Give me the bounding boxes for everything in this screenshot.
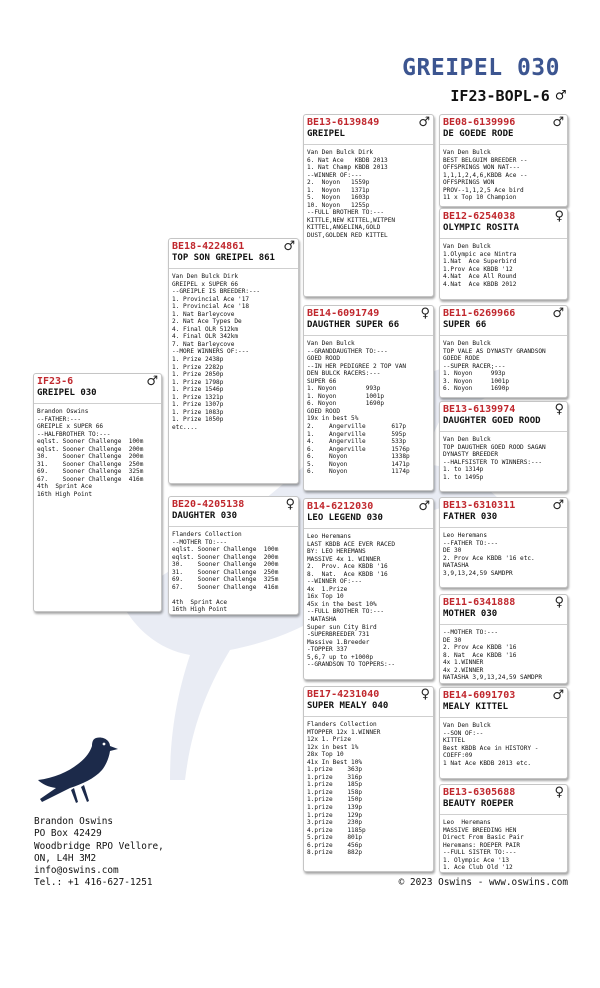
ring-number: IF23-6	[37, 376, 74, 387]
ring-number: BE13-6139974	[443, 404, 516, 415]
g4-card-2	[439, 208, 568, 300]
address-phone: Tel.: +1 416-627-1251	[34, 877, 153, 889]
g4-card-3	[439, 305, 568, 398]
address-city: ON, L4H 3M2	[34, 852, 97, 864]
address-name: Brandon Oswins	[34, 816, 114, 827]
g4-card-6	[439, 594, 568, 684]
sex-icon: ♀	[554, 402, 564, 417]
sex-icon: ♀	[285, 497, 295, 512]
pedigree-notes: Van Den Bulck Dirk 6. Nat Ace KBDB 2013 1. Nat Champ KBDB 2013 --WINNER OF:--- 2. Noyon 1559p 1. Noyon 1371p 5. Noyon 1603p 10. Noyon 1255p --FULL BROTHER TO:--- KITTLE,NEW KITTEL,WITPEN KITTEL,ANGELINA,GOLD DUST,GOLDEN RED KITTEL	[307, 149, 396, 240]
g4-card-7	[439, 687, 568, 779]
divider	[440, 527, 567, 528]
pedigree-notes: Brandon Oswins --FATHER:--- GREIPLE x SUPER 66 --HALFBROTHER TO:--- eqlst. Sooner Challenge 100m eqlst. Sooner Challenge 200m 30. Sooner Challenge 200m 31. Sooner Challenge 250m 69. Sooner Challenge 325m 67. Sooner Challenge 416m 4th Sprint Ace 16th High Point	[37, 408, 144, 499]
sex-icon: ♂	[552, 498, 564, 513]
dam-card	[168, 496, 299, 615]
subject-card	[33, 373, 162, 612]
sire-card	[168, 238, 299, 484]
pedigree-notes: Leo Heremans --FATHER TO:--- DE 30 2. Prov Ace KBDB '16 etc. NATASHA 3,9,13,24,59 SAMDPR	[443, 532, 535, 577]
copyright-text: © 2023 Oswins - www.oswins.com	[398, 877, 568, 888]
ring-number: BE18-4224861	[172, 241, 245, 252]
grandsire-maternal-card	[303, 498, 434, 680]
pigeon-name: GREIPEL	[307, 129, 345, 139]
pedigree-notes: Van Den Bulck TOP VALE AS DYNASTY GRANDSON GOEDE RODE --SUPER RACER;--- 1. Noyon 993p 3. Noyon 1001p 6. Noyon 1690p	[443, 340, 546, 393]
pedigree-notes: Van Den Bulck --GRANDDAUGTHER TO:--- GOED ROOD --IN HER PEDIGREE 2 TOP VAN DEN BULCK RACERS:--- SUPER 66 1. Noyon 993p 1. Noyon 1001p 6. Noyon 1690p GOED ROOD 19x in best 5% 2. Angerville 617p 1. Angerville 595p 4. Angerville 533p 6. Angerville 1576p 6. Noyon 1338p 5. Noyon 1471p 6. Noyon 1174p	[307, 340, 410, 476]
pigeon-name: DAUGHTER GOED ROOD	[443, 416, 541, 426]
pedigree-notes: Van Den Bulck TOP DAUGTHER GOED ROOD SAGAN DYNASTY BREEDER --HALFSISTER TO WINNERS:--- 1. to 1314p 1. to 1495p	[443, 436, 546, 481]
divider	[440, 814, 567, 815]
ring-number: BE20-4205138	[172, 499, 245, 510]
sex-icon: ♀	[554, 209, 564, 224]
ring-number: BE14-6091703	[443, 690, 516, 701]
pedigree-notes: Van Den Bulck --SON OF:-- KITTEL Best KBDB Ace in HISTORY - COEFF:09 1 Nat Ace KBDB 2013 etc.	[443, 722, 539, 767]
pedigree-notes: Van Den Bulck Dirk GREIPEL x SUPER 66 --GREIPLE IS BREEDER:--- 1. Provincial Ace '17 1. Provincial Ace '18 1. Nat Barleycove 2. Nat Ace Types De 4. Final OLR 512km 4. Final OLR 342km 7. Nat Barleycove --MORE WINNERS OF:--- 1. Prize 2438p 1. Prize 2282p 1. Prize 2050p 1. Prize 1798p 1. Prize 1546p 1. Prize 1321p 1. Prize 1307p 1. Prize 1083p 1. Prize 1050p etc....	[172, 273, 261, 431]
divider	[34, 403, 161, 404]
pigeon-name: DE GOEDE RODE	[443, 129, 514, 139]
ring-number: BE13-6139849	[307, 117, 380, 128]
sex-icon: ♂	[552, 688, 564, 703]
divider	[440, 144, 567, 145]
sex-icon: ♂	[146, 374, 158, 389]
male-icon: ♂	[555, 86, 566, 106]
pigeon-name: TOP SON GREIPEL 861	[172, 253, 275, 263]
pigeon-name: SUPER MEALY 040	[307, 701, 389, 711]
divider	[169, 526, 298, 527]
address-street: Woodbridge RPO Vellore,	[34, 840, 164, 852]
pigeon-name: DAUGTHER SUPER 66	[307, 320, 400, 330]
sex-icon: ♀	[554, 785, 564, 800]
pedigree-notes: Flanders Collection MTOPPER 12x 1.WINNER 12x 1. Prize 12x in best 1% 28x Top 10 41x In Best 10% 1.prize 363p 1.prize 316p 1.prize 185p 1.prize 158p 1.prize 150p 1.prize 139p 1.prize 129p 3.prize 230p 4.prize 1185p 5.prize 801p 6.prize 456p 8.prize 882p	[307, 721, 381, 857]
ring-number: BE13-6305688	[443, 787, 516, 798]
sex-icon: ♂	[418, 499, 430, 514]
ring-number: BE14-6091749	[307, 308, 380, 319]
pigeon-name: BEAUTY ROEPER	[443, 799, 514, 809]
g4-card-8	[439, 784, 568, 873]
g4-card-5	[439, 497, 568, 588]
divider	[440, 431, 567, 432]
address-email[interactable]: info@oswins.com	[34, 865, 119, 877]
g4-card-4	[439, 401, 568, 492]
sex-icon: ♂	[552, 306, 564, 321]
divider	[440, 717, 567, 718]
pigeon-name: LEO LEGEND 030	[307, 513, 383, 523]
ring-number: BE17-4231040	[307, 689, 380, 700]
sex-icon: ♂	[418, 115, 430, 130]
pedigree-notes: Van Den Bulck BEST BELGUIM BREEDER -- OFFSPRINGS WON NAT--- 1,1,1,2,4,6,KBDB Ace -- OFFSPRINGS WON PROV--1,1,2,5 Ace bird 11 x Top 10 Champion	[443, 149, 528, 202]
pigeon-name: OLYMPIC ROSITA	[443, 223, 519, 233]
sex-icon: ♂	[283, 239, 295, 254]
pedigree-notes: Leo Heremans LAST KBDB ACE EVER RACED BY: LEO HEREMANS MASSIVE 4x 1. WINNER 2. Prov. Ace KBDB '16 8. Nat. Ace KBDB '16 --WINNER OF:--- 4x 1.Prize 16x Top 10 45x in the best 10% --FULL BROTHER TO:--- -NATASHA Super sun City Bird -SUPERBREEDER 731 Massive 1.Breeder -TOPPER 337 5,6,7 up to +1000p --GRANDSON TO TOPPERS:--	[307, 533, 396, 669]
sex-icon: ♀	[420, 306, 430, 321]
divider	[440, 238, 567, 239]
divider	[440, 624, 567, 625]
ring-number: BE11-6269966	[443, 308, 516, 319]
ring-number-text: IF23-BOPL-6	[450, 87, 550, 105]
ring-number: BE11-6341888	[443, 597, 516, 608]
divider	[304, 335, 433, 336]
sex-icon: ♀	[554, 595, 564, 610]
address-po-box: PO Box 42429	[34, 828, 102, 840]
sex-icon: ♀	[420, 687, 430, 702]
ring-number: BE08-6139996	[443, 117, 516, 128]
sex-icon: ♂	[552, 115, 564, 130]
address-block	[34, 816, 164, 890]
pigeon-logo-icon	[34, 732, 124, 810]
pigeon-name: SUPER 66	[443, 320, 487, 330]
g4-card-1	[439, 114, 568, 207]
grandsire-paternal-card	[303, 114, 434, 297]
pigeon-name: MOTHER 030	[443, 609, 498, 619]
pedigree-notes: --MOTHER TO:--- DE 30 2. Prov Ace KBDB '16 8. Nat Ace KBDB '16 4x 1.WINNER 4x 2.WINNER NATASHA 3,9,13,24,59 SAMDPR	[443, 629, 543, 682]
ring-number: B14-6212030	[307, 501, 374, 512]
pigeon-name-title: GREIPEL 030	[402, 55, 560, 81]
pigeon-name: MEALY KITTEL	[443, 702, 509, 712]
pigeon-name: FATHER 030	[443, 512, 498, 522]
divider	[169, 268, 298, 269]
ring-number: BE12-6254038	[443, 211, 516, 222]
ring-number-header	[450, 86, 566, 106]
divider	[304, 716, 433, 717]
divider	[304, 528, 433, 529]
pigeon-name: GREIPEL 030	[37, 388, 97, 398]
granddam-maternal-card	[303, 686, 434, 872]
granddam-paternal-card	[303, 305, 434, 491]
ring-number: BE13-6310311	[443, 500, 516, 511]
pigeon-name: DAUGHTER 030	[172, 511, 238, 521]
divider	[304, 144, 433, 145]
pedigree-notes: Flanders Collection --MOTHER TO:--- eqlst. Sooner Challenge 100m eqlst. Sooner Challenge 200m 30. Sooner Challenge 200m 31. Sooner Challenge 250m 69. Sooner Challenge 325m 67. Sooner Challenge 416m 4th Sprint Ace 16th High Point	[172, 531, 279, 614]
pedigree-notes: Van Den Bulck 1.Olympic ace Nintra 1.Nat Ace Superbird 1.Prov Ace KBDB '12 4.Nat Ace All Round 4.Nat Ace KBDB 2012	[443, 243, 517, 288]
divider	[440, 335, 567, 336]
pedigree-notes: Leo Heremans MASSIVE BREEDING HEN Direct From Basic Pair Heremans: ROEPER PAIR --FULL SISTER TO:--- 1. Olympic Ace '13 1. Ace Club Old '12	[443, 819, 524, 872]
